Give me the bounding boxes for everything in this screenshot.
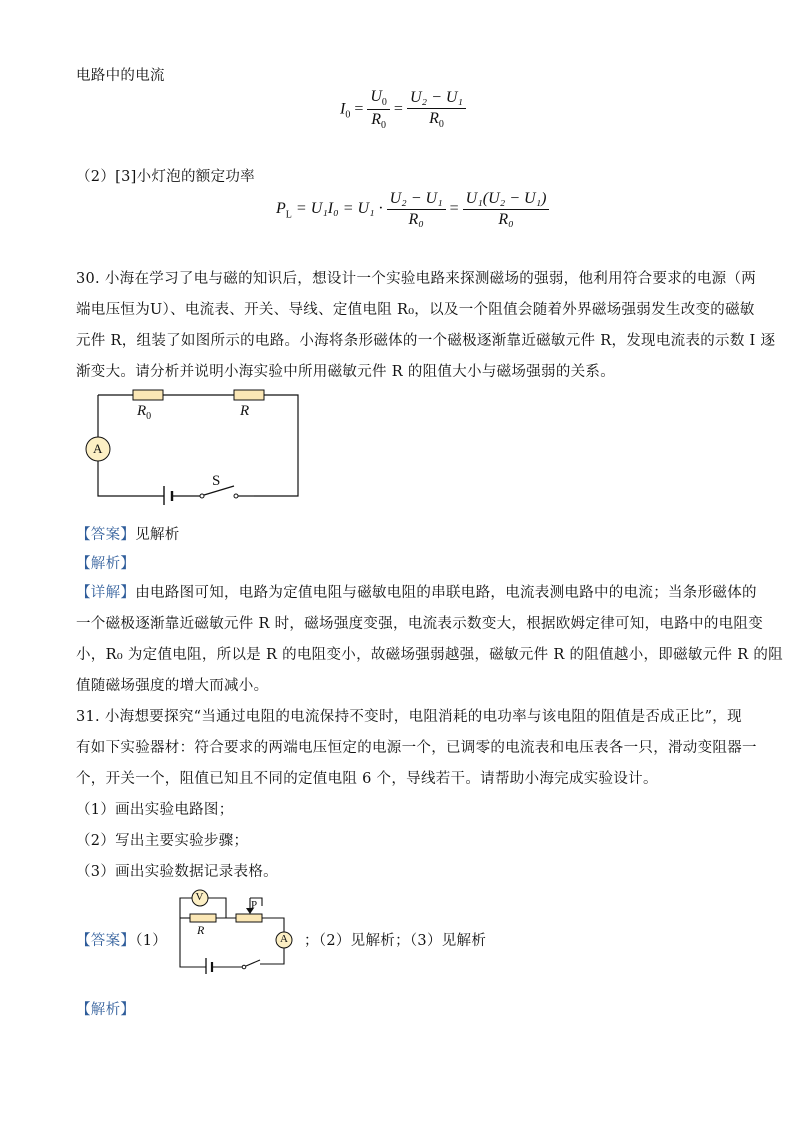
eq2-num2: U₁(U₂ − U₁) [463, 190, 550, 210]
switch-contact [200, 494, 204, 498]
analysis-31 [76, 998, 135, 1019]
resistor-label: R [197, 923, 205, 937]
switch-label: S [212, 473, 221, 489]
resistor-r [190, 914, 216, 922]
detail-line: 值随磁场强度的增大而减小。 [76, 678, 269, 694]
answer-tag: 【答案】 [76, 527, 136, 543]
detail-line: 小，R₀ 为定值电阻，所以是 R 的电阻变小，故磁场强弱越强，磁敏元件 R 的阻值越小，即磁敏元件 R 的阻 [76, 647, 783, 663]
answer-30 [76, 523, 180, 544]
q31-part: （2）写出主要实验步骤； [76, 833, 249, 849]
analysis-tag: 【解析】 [76, 1002, 136, 1018]
answer-31 [76, 929, 167, 950]
eq1-lhs-sub: 0 [345, 109, 351, 121]
slider-label: P [251, 899, 258, 911]
switch-contact [234, 494, 238, 498]
label-r0: $R_0$ [137, 403, 152, 422]
rheostat [236, 914, 262, 922]
eq1-den1-sub: 0 [381, 120, 387, 132]
q31-line: 个，开关一个，阻值已知且不同的定值电阻 6 个，导线若干。请帮助小海完成实验设计。 [76, 771, 658, 787]
q31-line: 有如下实验器材：符合要求的两端电压恒定的电源一个，已调零的电流表和电压表各一只，滑动变阻器一 [76, 740, 757, 756]
answer-31-rest: ；（2）见解析；（3）见解析 [304, 933, 487, 949]
detail-text: 由电路图可知，电路为定值电阻与磁敏电阻的串联电路，电流表测电路中的电流；当条形磁体的 [135, 585, 757, 601]
circuit-diagram-q31 [176, 884, 296, 974]
eq1-den2: R [429, 110, 439, 128]
analysis-tag: 【解析】 [76, 556, 136, 572]
detail-tag: 【详解】 [76, 585, 136, 601]
resistor-r [234, 390, 264, 400]
q31-line: 31. 小海想要探究“当通过电阻的电流保持不变时，电阻消耗的电功率与该电阻的阻值是否成正比”，现 [76, 709, 742, 725]
eq2-middle: = U₁I₀ = U₁ · [295, 200, 383, 218]
eq1-num2: U₂ − U₁ [407, 89, 466, 109]
eq1-num1-sub: 0 [381, 97, 387, 109]
q31-part: （1）画出实验电路图； [76, 802, 234, 818]
eq2-lhs: P [276, 200, 286, 218]
answer-tag: 【答案】 [76, 933, 136, 949]
eq2-den2: R₀ [498, 211, 514, 228]
q30-line: 渐变大。请分析并说明小海实验中所用磁敏元件 R 的阻值大小与磁场强弱的关系。 [76, 364, 616, 380]
voltmeter-label: V [195, 891, 204, 903]
ammeter-label: A [93, 441, 103, 456]
eq2-lhs-sub: L [285, 209, 292, 221]
label-r: R [240, 403, 250, 419]
q30-line: 元件 R，组装了如图所示的电路。小海将条形磁体的一个磁极逐渐靠近磁敏元件 R，发现电流表的示数 I 逐 [76, 333, 776, 349]
eq2-fraction-1 [387, 190, 446, 229]
eq2-fraction-2 [463, 190, 550, 229]
ammeter-label: A [280, 933, 288, 945]
detail-line [76, 581, 757, 602]
eq2-num1: U₂ − U₁ [387, 190, 446, 210]
eq1-num1: U [370, 88, 382, 105]
eq2-den1: R₀ [408, 211, 424, 228]
q30-line: 30. 小海在学习了电与磁的知识后，想设计一个实验电路来探测磁场的强弱，他利用符合要求的电源（两 [76, 271, 757, 287]
eq1-den2-sub: 0 [438, 119, 444, 131]
q30-line: 端电压恒为U）、电流表、开关、导线、定值电阻 R₀，以及一个阻值会随着外界磁场强弱发生改变的磁敏 [76, 302, 755, 318]
eq1-den1: R [371, 111, 382, 129]
answer-text: 见解析 [135, 527, 180, 543]
eq1-lhs: I [340, 100, 346, 118]
analysis-30 [76, 552, 135, 573]
equation-power: $P_L = U_1I_0 = U_1$ · $\frac{\text{U₂ − U₁}}{\text{R₀}}$ = $\frac{\text{U₁(U₂ − U₁)}}{\text{R₀}}$ [276, 190, 549, 229]
eq1-fraction-1 [367, 88, 390, 131]
q31-part: （3）画出实验数据记录表格。 [76, 864, 278, 880]
text-current-intro: 电路中的电流 [76, 68, 165, 84]
detail-line: 一个磁极逐渐靠近磁敏元件 R 时，磁场强度变强，电流表示数变大，根据欧姆定律可知，电路中的电阻变 [76, 616, 764, 632]
answer-part1: （1） [135, 933, 168, 949]
eq1-fraction-2 [407, 89, 466, 130]
circuit-diagram-q30 [78, 385, 308, 505]
equation-current: $I_0$ = $\frac{U_0}{R_0}$ = $\frac{\text{U₂ − U₁}}{R_0}$ [340, 88, 466, 131]
resistor-r0 [133, 390, 163, 400]
part2-heading: （2）[3]小灯泡的额定功率 [76, 169, 255, 185]
